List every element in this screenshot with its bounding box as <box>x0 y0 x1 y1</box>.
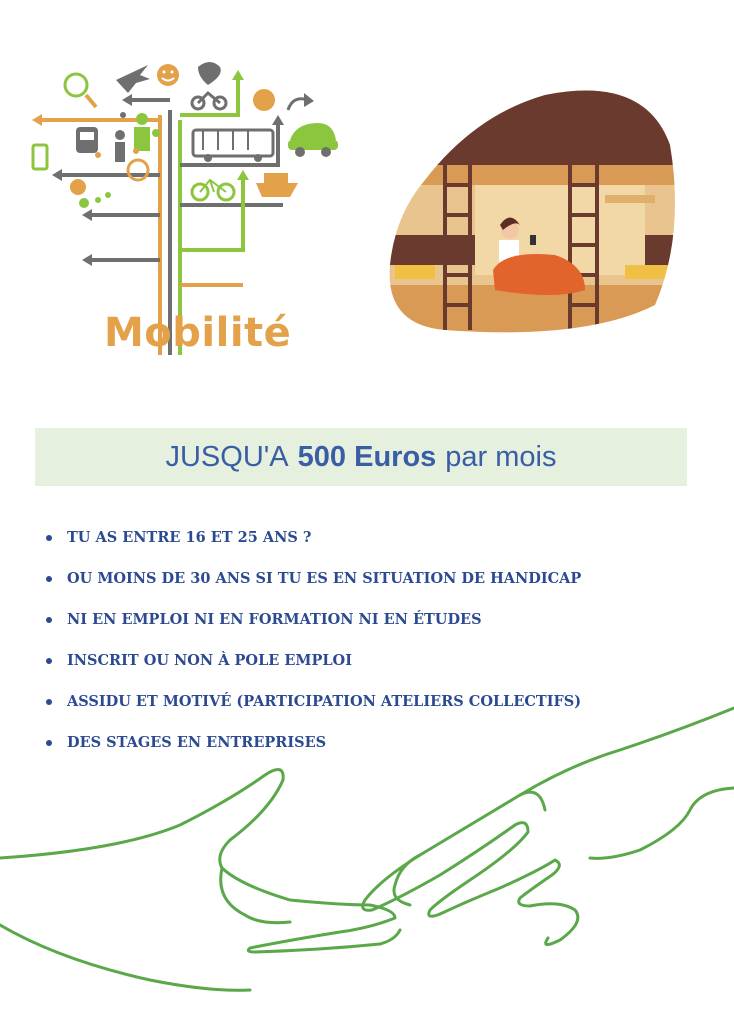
euro-icon <box>253 89 275 111</box>
smiley-icon <box>157 64 179 86</box>
list-item-text: OU MOINS DE 30 ANS SI TU ES EN SITUATION DE HANDICAP <box>67 570 582 587</box>
bicycle-icon <box>192 180 234 200</box>
amount-banner <box>35 428 687 486</box>
train-icon <box>76 127 98 153</box>
motorbike-icon <box>192 93 226 109</box>
list-item <box>46 517 581 558</box>
bullet-icon <box>46 658 52 664</box>
bus-icon <box>193 130 273 162</box>
person-icon <box>115 130 125 162</box>
scooter-icon <box>70 179 89 208</box>
list-item-text: TU AS ENTRE 16 ET 25 ANS ? <box>67 529 312 546</box>
bulb-icon <box>65 74 96 107</box>
reaching-hands-drawing <box>0 700 734 1024</box>
return-arrow-icon <box>288 93 314 110</box>
bullet-icon <box>46 617 52 623</box>
list-item <box>46 640 581 681</box>
banner-prefix: JUSQU'A <box>165 440 289 473</box>
banner-suffix: par mois <box>445 440 557 473</box>
hands-line-art <box>0 700 734 1024</box>
logo-wordmark: Mobilité <box>104 310 292 356</box>
boat-icon <box>256 173 298 197</box>
dormitory-image <box>385 85 695 335</box>
list-item <box>46 558 581 599</box>
bullet-icon <box>46 576 52 582</box>
mobilite-logo <box>28 55 348 365</box>
banner-amount: 500 Euros <box>297 440 437 473</box>
car-icon <box>288 123 338 157</box>
airplane-icon <box>116 65 150 93</box>
list-item-text: ASSIDU ET MOTIVÉ (PARTICIPATION ATELIERS COLLECTIFS) <box>67 693 582 710</box>
list-item-text: INSCRIT OU NON À POLE EMPLOI <box>67 652 352 669</box>
phone-icon <box>33 145 47 169</box>
map-pin-icon <box>198 62 221 85</box>
bullet-icon <box>46 535 52 541</box>
list-item-text: DES STAGES EN ENTREPRISES <box>67 734 327 751</box>
list-item-text: NI EN EMPLOI NI EN FORMATION NI EN ÉTUDES <box>67 611 482 628</box>
hostel-illustration <box>385 85 695 335</box>
list-item <box>46 599 581 640</box>
